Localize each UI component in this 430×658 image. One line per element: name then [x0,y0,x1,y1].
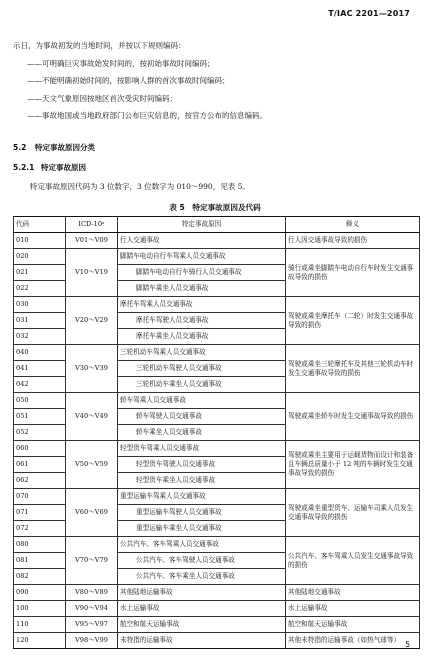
cell-cause: 摩托车乘坐人员交通事故 [118,329,286,345]
cell-code: 062 [14,473,66,489]
table-row [14,585,420,601]
cell-code: 032 [14,329,66,345]
intro-line: ——可明确巨灾事故始发时间的，按初始事故时间编码； [27,58,215,68]
cell-cause: 重型运输车驾乘人员交通事故 [118,489,286,505]
cell-icd: V80～V89 [66,585,118,601]
cell-code: 041 [14,361,66,377]
table-row [14,297,420,313]
cell-code: 100 [14,601,66,617]
cell-cause: 脚踏车电动自行车骑行人员交通事故 [118,265,286,281]
header-cause: 特定事故原因 [118,217,286,233]
cell-description: 驾驶或乘坐重型货车、运输车司乘人员发生交通事故导致的损伤 [286,489,420,537]
table-body [14,233,420,649]
cell-code: 051 [14,409,66,425]
cell-cause: 轻型货车驾乘人员交通事故 [118,441,286,457]
table-row [14,441,420,457]
cell-description: 行人因交通事故导致的损伤 [286,233,420,249]
cell-description: 驾驶或乘坐轿车时发生交通事故导致的损伤 [286,393,420,441]
table-row [14,617,420,633]
cell-description: 驾驶或乘坐三轮摩托车及其他三轮机动车时发生交通事故导致的损伤 [286,345,420,393]
cell-code: 081 [14,553,66,569]
table-row [14,345,420,361]
cell-cause: 三轮机动车乘坐人员交通事故 [118,377,286,393]
cell-code: 060 [14,441,66,457]
cell-code: 072 [14,521,66,537]
cell-code: 070 [14,489,66,505]
cell-cause: 公共汽车、客车乘坐人员交通事故 [118,569,286,585]
header-description: 释义 [286,217,420,233]
cell-cause: 轿车乘坐人员交通事故 [118,425,286,441]
cell-icd: V95～V97 [66,617,118,633]
cell-code: 040 [14,345,66,361]
table-header-row [14,217,420,233]
cell-cause: 轻型货车乘坐人员交通事故 [118,473,286,489]
table-row [14,233,420,249]
cell-cause: 轻型货车驾驶人员交通事故 [118,457,286,473]
cell-description: 航空和航天运输事故 [286,617,420,633]
cell-icd: V01～V09 [66,233,118,249]
cell-icd: V60～V69 [66,489,118,537]
table-row [14,489,420,505]
cell-cause: 三轮机动车驾乘人员交通事故 [118,345,286,361]
table-row [14,601,420,617]
cell-description: 驾驶或乘坐摩托车（二轮）时发生交通事故导致的损伤 [286,297,420,345]
cell-code: 020 [14,249,66,265]
cell-cause: 其他陆地运输事故 [118,585,286,601]
cell-icd: V30～V39 [66,345,118,393]
section-title: 特定事故原因分类 [35,143,95,152]
cell-code: 052 [14,425,66,441]
intro-line: ——天文气象原因按地区首次受灾时间编码； [27,93,177,103]
cell-icd: V20～V29 [66,297,118,345]
cell-code: 022 [14,281,66,297]
section-heading-5-2-1 [13,162,86,173]
intro-line: 示日，为事故初发的当地时间，并按以下规则编码： [13,41,186,50]
cell-description: 骑行或乘坐脚踏车电动自行车时发生交通事故导致的损伤 [286,249,420,297]
cell-description: 水上运输事故 [286,601,420,617]
intro-text [13,37,418,125]
cell-icd: V70～V79 [66,537,118,585]
cell-icd: V90～V94 [66,601,118,617]
section-title: 特定事故原因 [41,163,86,172]
cell-cause: 行人交通事故 [118,233,286,249]
cell-description: 驾驶或乘坐主要用于运载货物而设计和装备且车辆总质量小于 12 吨的车辆时发生交通事故导致的损伤 [286,441,420,489]
cell-code: 042 [14,377,66,393]
cell-cause: 脚踏车乘坐人员交通事故 [118,281,286,297]
cause-code-table [13,216,420,649]
cell-code: 120 [14,633,66,649]
header-code: 代码 [14,217,66,233]
cell-cause: 摩托车驾乘人员交通事故 [118,297,286,313]
standard-code-header: T/IAC 2201—2017 [328,9,410,18]
cell-description: 其他未特指的运输事故（如热气球等） [286,633,420,649]
cell-cause: 航空和航天运输事故 [118,617,286,633]
cell-cause: 脚踏车电动自行车驾乘人员交通事故 [118,249,286,265]
cell-code: 031 [14,313,66,329]
cell-icd: V10～V19 [66,249,118,297]
table-caption: 表 5 特定事故原因及代码 [169,203,261,212]
table-row [14,633,420,649]
page-number: 5 [405,640,410,649]
table-row [14,249,420,265]
cell-cause: 摩托车驾驶人员交通事故 [118,313,286,329]
cell-code: 061 [14,457,66,473]
section-heading-5-2 [13,142,95,153]
section-number: 5.2 [13,143,27,152]
cell-code: 021 [14,265,66,281]
cell-icd: V40～V49 [66,393,118,441]
cell-code: 082 [14,569,66,585]
cell-cause: 三轮机动车驾驶人员交通事故 [118,361,286,377]
cell-icd: V98～V99 [66,633,118,649]
cell-code: 071 [14,505,66,521]
cell-code: 050 [14,393,66,409]
intro-line: ——事故地国或当地政府部门公布巨灾信息的，按官方公布的信息编码。 [27,111,267,120]
cell-description: 其他陆地交通事故 [286,585,420,601]
cell-cause: 水上运输事故 [118,601,286,617]
cell-code: 080 [14,537,66,553]
cell-code: 110 [14,617,66,633]
section-number: 5.2.1 [13,163,35,172]
cell-cause: 轿车驾乘人员交通事故 [118,393,286,409]
cell-cause: 轿车驾驶人员交通事故 [118,409,286,425]
cell-code: 090 [14,585,66,601]
header-icd: ICD-10ᵃ [66,217,118,233]
cell-cause: 未特指的运输事故 [118,633,286,649]
cell-description: 公共汽车、客车驾乘人员发生交通事故导致的损伤 [286,537,420,585]
cell-cause: 公共汽车、客车驾乘人员交通事故 [118,537,286,553]
cell-code: 030 [14,297,66,313]
table-row [14,393,420,409]
cell-code: 010 [14,233,66,249]
cell-cause: 重型运输车驾驶人员交通事故 [118,505,286,521]
cell-cause: 公共汽车、客车驾驶人员交通事故 [118,553,286,569]
body-paragraph: 特定事故原因代码为 3 位数字，3 位数字为 010～990，见表 5。 [30,182,250,191]
intro-line: ——不能明确初始时间的，按影响人群的首次事故时间编码； [27,76,230,85]
table-row [14,537,420,553]
cell-cause: 重型运输车乘坐人员交通事故 [118,521,286,537]
cell-icd: V50～V59 [66,441,118,489]
